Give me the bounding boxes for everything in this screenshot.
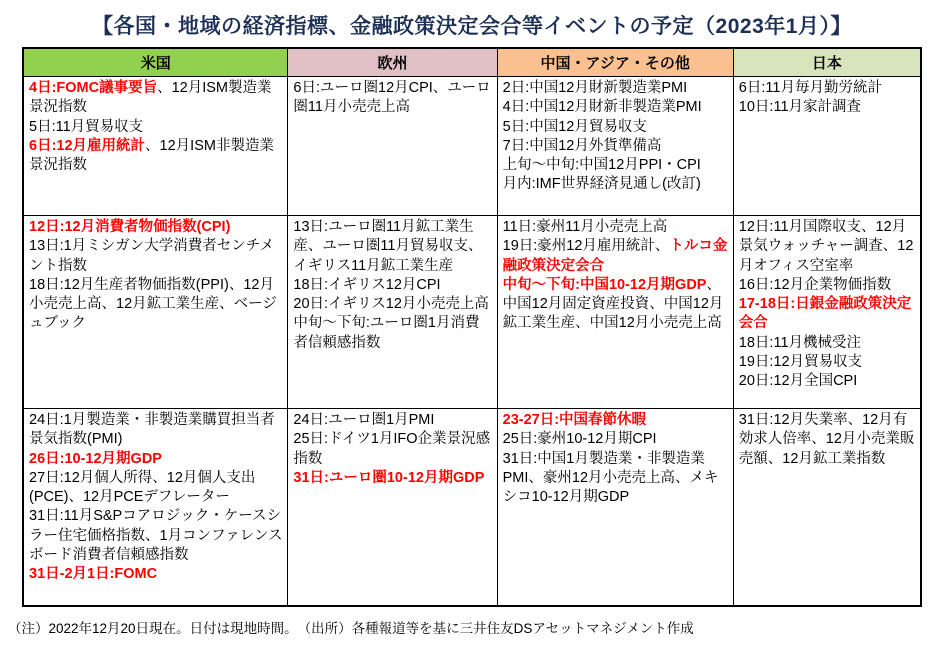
- page-title: 【各国・地域の経済指標、金融政策決定会合等イベントの予定（2023年1月）】: [92, 15, 852, 38]
- cell-us-week2: [23, 216, 288, 409]
- cell-japan-week3: [733, 409, 921, 606]
- event-entry: 中旬～下旬:ユーロ圏1月消費者信頼感指数: [293, 315, 480, 351]
- event-entry: 12日:11月国際収支、12月景気ウォッチャー調査、12月オフィス空室率: [738, 219, 914, 274]
- event-entry: 上旬～中旬:中国12月PPI・CPI: [502, 157, 701, 174]
- event-entry: 19日:12月貿易収支: [738, 353, 863, 370]
- event-entry: 13日:ユーロ圏11月鉱工業生産、ユーロ圏11月貿易収支、イギリス11月鉱工業生産: [293, 219, 483, 274]
- event-entry: 17-18日:日銀金融政策決定会合: [738, 296, 912, 332]
- column-header-japan: 日本: [733, 48, 921, 77]
- event-entry: 31日:11月S&Pコアロジック・ケースシラー住宅価格指数、1月コンファレンスボード消費者信頼感指数: [29, 508, 283, 563]
- event-entry: 13日:1月ミシガン大学消費者センチメント指数: [29, 238, 275, 274]
- event-entry: 月内:IMF世界経済見通し(改訂): [502, 176, 701, 193]
- event-entry: 6日:12月雇用統計、12月ISM非製造業景況指数: [29, 137, 274, 174]
- cell-us-week3: [23, 409, 288, 606]
- cell-europe-week1: [288, 77, 497, 216]
- cell-japan-week1: [733, 77, 921, 216]
- event-entry: 18日:12月生産者物価指数(PPI)、12月小売売上高、12月鉱工業生産、ベージュブック: [29, 276, 277, 332]
- event-entry: 5日:11月貿易収支: [29, 118, 144, 135]
- event-entry: 31日:中国1月製造業・非製造業PMI、豪州12月小売売上高、メキシコ10-12月期GDP: [502, 450, 719, 506]
- event-entry: 4日:FOMC議事要旨、12月ISM製造業景況指数: [29, 80, 272, 116]
- event-entry: 31日:ユーロ圏10-12月期GDP: [293, 469, 485, 486]
- event-entry: 18日:11月機械受注: [738, 334, 862, 351]
- column-header-europe: 欧州: [288, 48, 497, 77]
- event-entry: 19日:豪州12月雇用統計、トルコ金融政策決定会合: [502, 238, 728, 274]
- column-header-china-asia-other: 中国・アジア・その他: [497, 48, 733, 77]
- header-row: [23, 48, 921, 77]
- event-entry: 7日:中国12月外貨準備高: [502, 137, 662, 154]
- table-row-week2: [23, 216, 921, 409]
- event-entry: 5日:中国12月貿易収支: [502, 118, 647, 135]
- event-entry: 31日:12月失業率、12月有効求人倍率、12月小売業販売額、12月鉱工業指数: [738, 412, 915, 467]
- event-entry: 26日:10-12月期GDP: [29, 450, 162, 467]
- event-entry: 11日:豪州11月小売売上高: [502, 219, 668, 235]
- cell-japan-week2: [733, 216, 921, 409]
- event-entry: 31日-2月1日:FOMC: [29, 566, 158, 583]
- cell-us-week1: [23, 77, 288, 216]
- cell-china-asia-week3: [497, 409, 733, 606]
- event-entry: 4日:中国12月財新非製造業PMI: [502, 99, 702, 116]
- event-entry: 25日:豪州10-12月期CPI: [502, 431, 657, 448]
- table-row-week1: [23, 77, 921, 216]
- cell-china-asia-week1: [497, 77, 733, 216]
- footer-note: （注）2022年12月20日現在。日付は現地時間。 （出所）各種報道等を基に三井住友DSアセットマネジメント作成: [8, 621, 694, 636]
- calendar-table: [22, 47, 922, 607]
- event-entry: 23-27日:中国春節休暇: [502, 412, 647, 428]
- event-entry: 6日:11月毎月勤労統計: [738, 80, 882, 96]
- event-entry: 24日:ユーロ圏1月PMI: [293, 412, 435, 428]
- event-entry: 25日:ドイツ1月IFO企業景況感指数: [293, 431, 491, 467]
- event-entry: 16日:12月企業物価指数: [738, 276, 892, 293]
- table-row-week3: [23, 409, 921, 606]
- event-entry: 6日:ユーロ圏12月CPI、ユーロ圏11月小売売上高: [293, 80, 491, 116]
- event-entry: 中旬～下旬:中国10-12月期GDP、中国12月固定資産投資、中国12月鉱工業生産、中国12月小売売上高: [502, 276, 724, 332]
- event-entry: 20日:12月全国CPI: [738, 373, 858, 390]
- event-entry: 24日:1月製造業・非製造業購買担当者景気指数(PMI): [29, 412, 275, 448]
- cell-europe-week2: [288, 216, 497, 409]
- column-header-us: 米国: [23, 48, 288, 77]
- event-entry: 27日:12月個人所得、12月個人支出(PCE)、12月PCEデフレーター: [29, 469, 256, 506]
- event-entry: 10日:11月家計調査: [738, 99, 862, 116]
- event-entry: 18日:イギリス12月CPI: [293, 276, 441, 293]
- cell-europe-week3: [288, 409, 497, 606]
- event-entry: 2日:中国12月財新製造業PMI: [502, 80, 688, 96]
- event-entry: 20日:イギリス12月小売売上高: [293, 296, 489, 313]
- event-entry: 12日:12月消費者物価指数(CPI): [29, 219, 231, 235]
- cell-china-asia-week2: [497, 216, 733, 409]
